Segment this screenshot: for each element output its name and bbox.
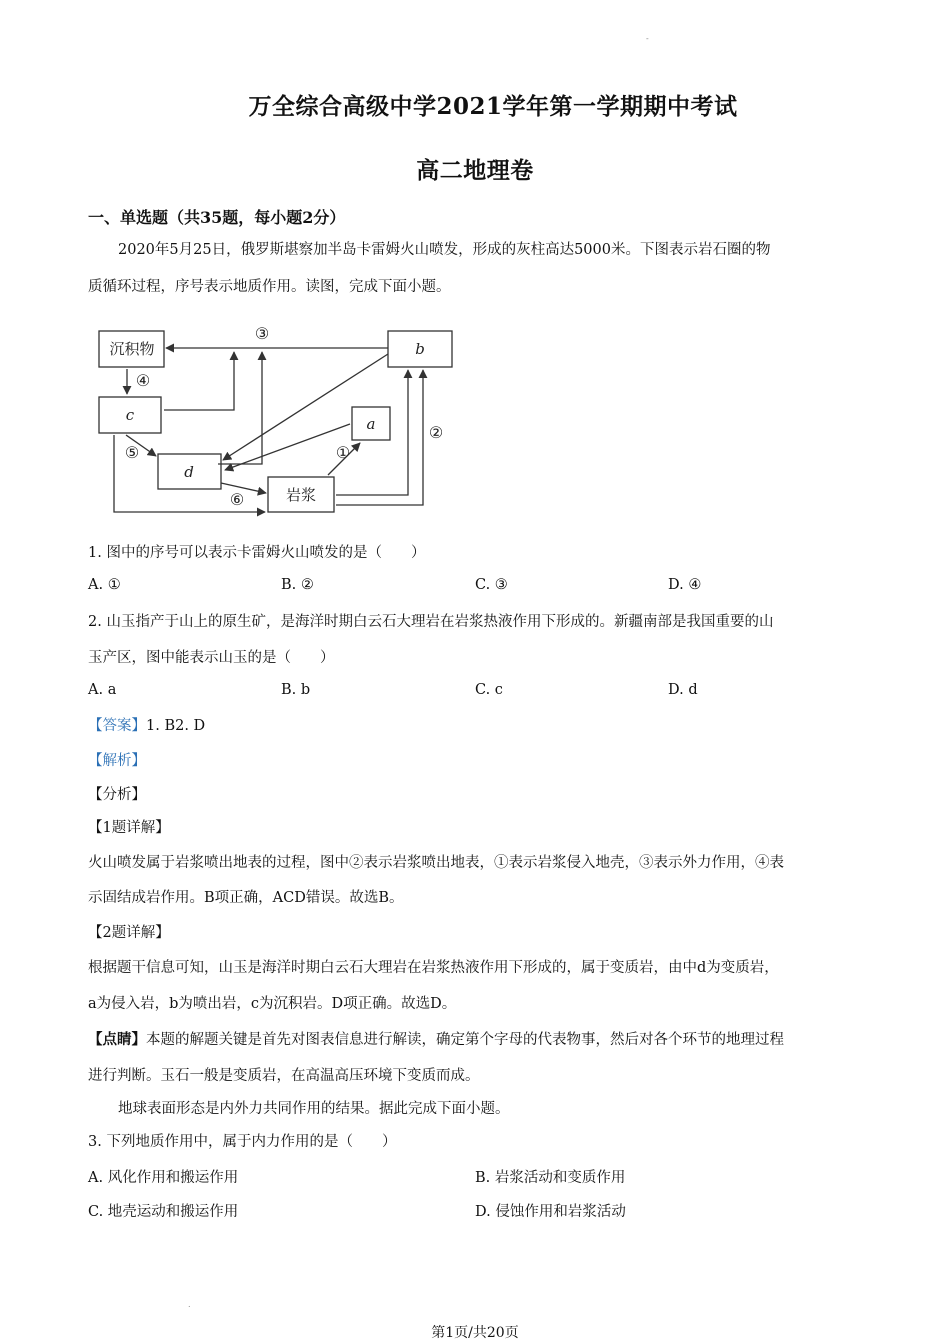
label-d: d xyxy=(184,463,194,481)
q3-option-c: C. 地壳运动和搬运作用 xyxy=(88,1204,239,1220)
q2-option-c: C. c xyxy=(475,682,503,698)
answer-row xyxy=(88,716,205,736)
label-magma: 岩浆 xyxy=(285,486,317,504)
label-a: a xyxy=(366,415,376,433)
detail-2-line-1: 根据题干信息可知，山玉是海洋时期白云石大理岩在岩浆热液作用下形成的，属于变质岩，由中d为变质岩， xyxy=(88,960,779,976)
label-b: b xyxy=(415,340,425,358)
arrow-d-up xyxy=(218,352,262,464)
q1-option-a: A. ① xyxy=(88,577,121,593)
q1-option-d: D. ④ xyxy=(668,577,702,593)
question-1: 1. 图中的序号可以表示卡雷姆火山喷发的是（ ） xyxy=(88,545,426,561)
detail-2-line-2: a为侵入岩，b为喷出岩，c为沉积岩。D项正确。故选D。 xyxy=(88,996,457,1012)
label-c: c xyxy=(125,406,135,424)
intro-2: 地球表面形态是内外力共同作用的结果。据此完成下面小题。 xyxy=(118,1101,510,1117)
fenxi-label: 【分析】 xyxy=(88,787,146,803)
question-3: 3. 下列地质作用中，属于内力作用的是（ ） xyxy=(88,1134,397,1150)
answer-text: 1. B2. D xyxy=(146,718,206,734)
label-n4: ④ xyxy=(135,371,151,390)
section-heading: 一、单选题（共35题，每小题2分） xyxy=(88,208,346,227)
q3-option-b: B. 岩浆活动和变质作用 xyxy=(475,1170,626,1186)
label-sediment: 沉积物 xyxy=(109,340,155,358)
detail-2-label: 【2题详解】 xyxy=(88,925,170,941)
label-n1: ① xyxy=(335,443,351,462)
page-number: 第1页/共20页 xyxy=(431,1325,519,1341)
arrow-magma-to-b-2 xyxy=(336,370,423,505)
page-mark: - xyxy=(646,34,649,43)
question-2-line-2: 玉产区，图中能表示山玉的是（ ） xyxy=(88,650,335,666)
q3-option-a: A. 风化作用和搬运作用 xyxy=(88,1170,239,1186)
label-n3: ③ xyxy=(254,324,270,343)
rock-cycle-diagram xyxy=(90,320,470,520)
detail-1-line-1: 火山喷发属于岩浆喷出地表的过程，图中②表示岩浆喷出地表，①表示岩浆侵入地壳，③表示外力作用，④表 xyxy=(88,855,784,871)
intro-line-2: 质循环过程，序号表示地质作用。读图，完成下面小题。 xyxy=(88,279,451,295)
label-n6: ⑥ xyxy=(229,490,245,509)
intro-line-1: 2020年5月25日，俄罗斯堪察加半岛卡雷姆火山喷发，形成的灰柱高达5000米。下图表示岩石圈的物 xyxy=(118,242,771,258)
exam-subtitle: 高二地理卷 xyxy=(416,157,534,184)
q1-option-b: B. ② xyxy=(281,577,314,593)
q2-option-d: D. d xyxy=(668,682,698,698)
label-n2: ② xyxy=(428,423,444,442)
bottom-mark: . xyxy=(188,1300,191,1309)
dianjing-line-1 xyxy=(88,1030,784,1050)
q2-option-b: B. b xyxy=(281,682,311,698)
detail-1-label: 【1题详解】 xyxy=(88,820,170,836)
dianjing-label: 【点睛】 xyxy=(88,1031,146,1048)
exam-title: 万全综合高级中学2021学年第一学期期中考试 xyxy=(248,93,738,120)
answer-label: 【答案】 xyxy=(88,718,146,734)
q2-option-a: A. a xyxy=(88,682,117,698)
question-2-line-1: 2. 山玉指产于山上的原生矿，是海洋时期白云石大理岩在岩浆热液作用下形成的。新疆南部是我国重要的山 xyxy=(88,614,774,630)
arrow-c-up xyxy=(164,352,234,410)
label-n5: ⑤ xyxy=(124,443,140,462)
detail-1-line-2: 示固结成岩作用。B项正确，ACD错误。故选B。 xyxy=(88,890,404,906)
dianjing-line-2: 进行判断。玉石一般是变质岩，在高温高压环境下变质而成。 xyxy=(88,1068,480,1084)
analysis-label: 【解析】 xyxy=(88,753,146,769)
q1-option-c: C. ③ xyxy=(475,577,508,593)
q3-option-d: D. 侵蚀作用和岩浆活动 xyxy=(475,1204,626,1220)
dianjing-text-1: 本题的解题关键是首先对图表信息进行解读，确定第个字母的代表物事，然后对各个环节的地理过程 xyxy=(146,1032,784,1048)
